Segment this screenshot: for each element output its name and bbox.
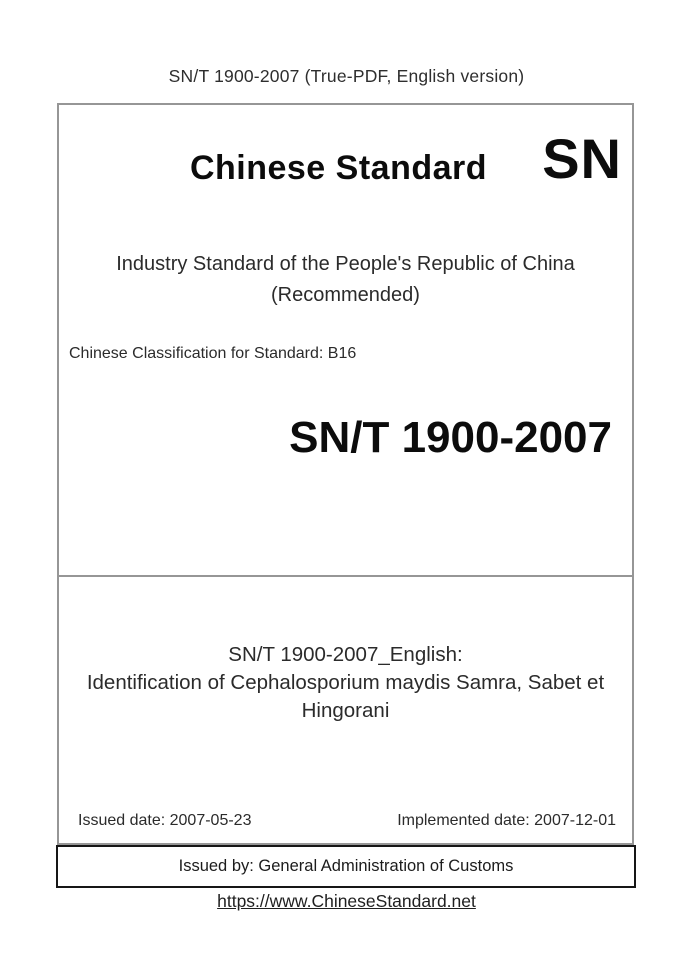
cover-top-section	[59, 105, 632, 577]
issuer-box	[56, 845, 636, 888]
issued-by-text: Issued by: General Administration of Customs	[178, 857, 514, 875]
standard-type-line: Industry Standard of the People's Republic of China	[116, 253, 575, 275]
standard-title	[59, 641, 632, 725]
title-line-1: SN/T 1900-2007_English:	[228, 643, 463, 666]
website-link[interactable]: https://www.ChineseStandard.net	[217, 891, 476, 911]
title-line-3: Hingorani	[301, 699, 390, 722]
brand-title: Chinese Standard	[189, 149, 488, 187]
title-line-2: Identification of Cephalosporium maydis Samra, Sabet et	[86, 671, 605, 694]
sn-logo: SN	[542, 127, 622, 190]
standard-type-note: (Recommended)	[271, 284, 420, 306]
cover-box	[57, 103, 634, 845]
document-header-text: SN/T 1900-2007 (True-PDF, English version)	[168, 66, 525, 86]
dates-row	[59, 812, 632, 830]
classification-text: Chinese Classification for Standard: B16	[69, 345, 357, 362]
cover-bottom-section	[59, 577, 632, 843]
implemented-date: Implemented date: 2007-12-01	[397, 812, 616, 829]
standard-code: SN/T 1900-2007	[289, 413, 612, 462]
issued-date: Issued date: 2007-05-23	[78, 812, 252, 829]
